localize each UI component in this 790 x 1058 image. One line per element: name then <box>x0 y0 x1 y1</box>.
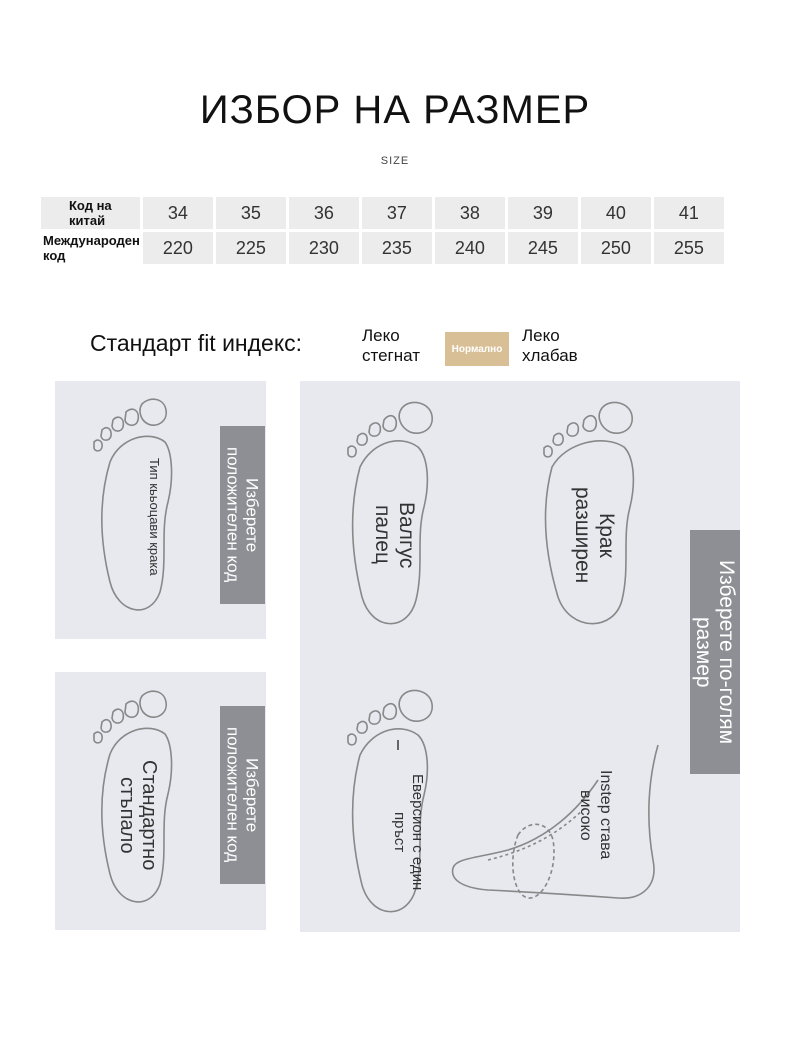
curled-foot-text: Тип кььоцави крака <box>147 458 162 576</box>
choose-positive-tag: Изберете положителен код <box>220 706 265 884</box>
eversion-text: Еверсион с един пръст <box>391 773 426 891</box>
intl-size-cell: 250 <box>581 232 651 264</box>
choose-bigger-tag: Изберете по-голям размер <box>690 530 740 774</box>
china-size-cell: 40 <box>581 197 651 229</box>
intl-size-cell: 220 <box>143 232 213 264</box>
china-size-cell: 36 <box>289 197 359 229</box>
table-row-china <box>41 197 724 229</box>
china-size-cell: 39 <box>508 197 578 229</box>
intl-size-cell: 255 <box>654 232 724 264</box>
instep-text: Instep става високо <box>577 770 614 860</box>
fit-loose-label: Леко хлабав <box>522 326 578 365</box>
china-size-cell: 37 <box>362 197 432 229</box>
intl-size-cell: 235 <box>362 232 432 264</box>
intl-size-cell: 240 <box>435 232 505 264</box>
page-subtitle: SIZE <box>380 155 410 167</box>
fit-normal-badge: Нормално <box>445 332 509 366</box>
intl-size-cell: 245 <box>508 232 578 264</box>
fit-tight-label: Леко стегнат <box>362 326 421 365</box>
intl-code-label: Международен код <box>43 233 140 263</box>
china-size-cell: 34 <box>143 197 213 229</box>
table-row-intl <box>41 232 724 264</box>
page-title: ИЗБОР НА РАЗМЕР <box>199 88 591 132</box>
choose-positive-tag: Изберете положителен код <box>220 426 265 604</box>
intl-size-cell: 225 <box>216 232 286 264</box>
standard-foot-text: Стандартно стъпало <box>116 759 160 871</box>
china-size-cell: 38 <box>435 197 505 229</box>
instep-foot-icon <box>448 740 678 910</box>
china-size-cell: 41 <box>654 197 724 229</box>
intl-size-cell: 230 <box>289 232 359 264</box>
china-size-cell: 35 <box>216 197 286 229</box>
fit-index-label: Стандарт fit индекс: <box>90 330 303 356</box>
valgus-text: Валгус палец <box>371 501 418 569</box>
wide-foot-text: Крак разширен <box>571 486 618 584</box>
size-table <box>38 194 727 267</box>
china-code-label: Код на китай <box>41 197 140 229</box>
